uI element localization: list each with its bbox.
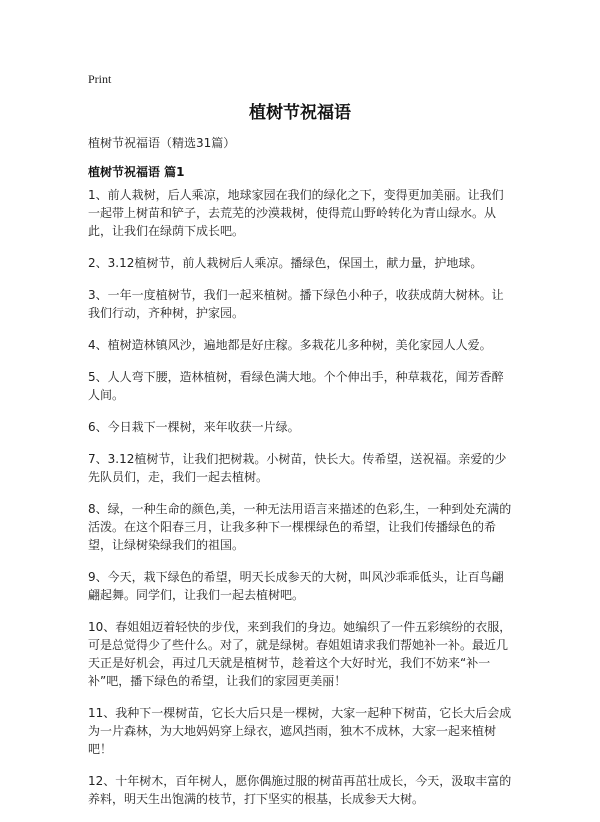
- paragraph-9: 9、今天，栽下绿色的希望，明天长成参天的大树，叫风沙乖乖低头，让百鸟翩翩起舞。同学们，让我们一起去植树吧。: [88, 570, 504, 602]
- article-body: [88, 186, 514, 822]
- page-title: 植树节祝福语: [249, 103, 351, 123]
- paragraph-8: 8、绿，一种生命的颜色,美，一种无法用语言来描述的色彩,生，一种到处充满的活泼。在这个阳春三月，让我多种下一棵棵绿色的希望，让我们传播绿色的希望，让绿树染绿我们的祖国。: [88, 502, 512, 552]
- paragraph-12: 12、十年树木，百年树人，愿你偶施过服的树苗再茁壮成长，今天，汲取丰富的养料，明天生出饱满的枝节，打下坚实的根基，长成参天大树。: [88, 774, 512, 806]
- paragraph-10: 10、春姐姐迈着轻快的步伐，来到我们的身边。她编织了一件五彩缤纷的衣服，可是总觉得少了些什么。对了，就是绿树。春姐姐请求我们帮她补一补。最近几天正是好机会，再过几天就是植树节，趁着这个大好时光，我们不妨来“补一补”吧，播下绿色的希望，让我们的家园更美丽！: [88, 620, 512, 688]
- paragraph-1: 1、前人栽树，后人乘凉，地球家园在我们的绿化之下，变得更加美丽。让我们一起带上树苗和铲子，去荒芜的沙漠栽树，使得荒山野岭转化为青山绿水。从此，让我们在绿荫下成长吧。: [88, 188, 504, 238]
- paragraph-3: 3、一年一度植树节，我们一起来植树。播下绿色小种子，收获成荫大树林。让我们行动，齐种树，护家园。: [88, 288, 504, 320]
- paragraph-2: 2、3.12植树节，前人栽树后人乘凉。播绿色，保国土，献力量，护地球。: [88, 256, 483, 270]
- paragraph-5: 5、人人弯下腰，造林植树，看绿色满大地。个个伸出手，种草栽花，闻芳香醉人间。: [88, 370, 504, 402]
- print-link[interactable]: Print: [88, 72, 112, 86]
- section-heading: 植树节祝福语 篇1: [88, 165, 185, 179]
- paragraph-4: 4、植树造林镇风沙，遍地都是好庄稼。多栽花儿多种树，美化家园人人爱。: [88, 338, 492, 352]
- document-subtitle: 植树节祝福语（精选31篇）: [88, 136, 236, 150]
- paragraph-11: 11、我种下一棵树苗，它长大后只是一棵树，大家一起种下树苗，它长大后会成为一片森林，为大地妈妈穿上绿衣，遮风挡雨，独木不成林，大家一起来植树吧！: [88, 706, 512, 756]
- paragraph-6: 6、今日栽下一棵树，来年收获一片绿。: [88, 420, 300, 434]
- paragraph-7: 7、3.12植树节，让我们把树栽。小树苗，快长大。传希望，送祝福。亲爱的少先队员们，走，我们一起去植树。: [88, 452, 507, 484]
